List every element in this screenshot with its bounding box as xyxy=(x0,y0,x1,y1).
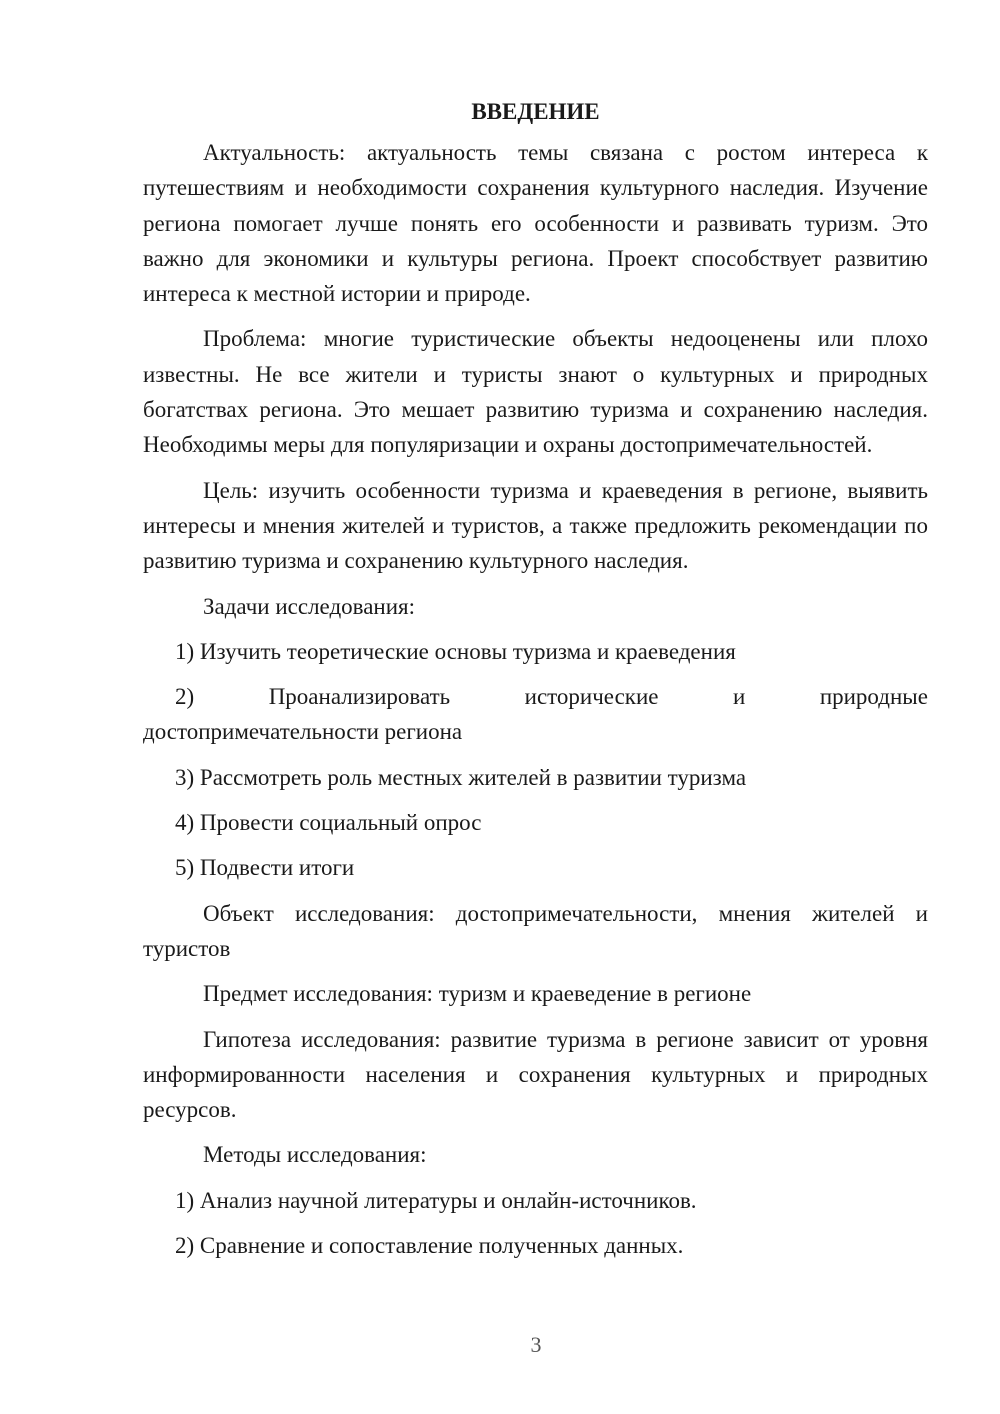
task-item-2-word-1: 2) xyxy=(175,684,195,710)
page-number: 3 xyxy=(530,1332,542,1357)
paragraph-problem: Проблема: многие туристические объекты недооценены или плохо известны. Не все жители и туристы знают о культурных и природных богатствах региона. Это мешает развитию туризма и сохранению наследия. Необходимы меры для популяризации и охраны достопримечательностей. xyxy=(143,326,928,458)
task-item-2-word-3: исторические xyxy=(524,684,659,710)
task-item-2-continuation: достопримечательности региона xyxy=(143,719,463,745)
task-item-2-word-2: Проанализировать xyxy=(268,684,451,710)
task-item-2 xyxy=(143,679,928,750)
page-title: ВВЕДЕНИЕ xyxy=(471,99,600,124)
paragraph-subject: Предмет исследования: туризм и краеведение в регионе xyxy=(203,981,752,1007)
paragraph-relevance: Актуальность: актуальность темы связана с ростом интереса к путешествиям и необходимости сохранения культурного наследия. Изучение региона помогает лучше понять его особенности и развивать туризм. Это важно для экономики и культуры региона. Проект способствует развитию интереса к местной истории и природе. xyxy=(143,140,928,307)
task-item-2-word-5: природные xyxy=(819,684,928,710)
method-item-2: 2) Сравнение и сопоставление полученных данных. xyxy=(175,1233,684,1259)
paragraph-goal: Цель: изучить особенности туризма и краеведения в регионе, выявить интересы и мнения жителей и туристов, а также предложить рекомендации по развитию туризма и сохранению культурного наследия. xyxy=(143,477,928,574)
paragraph-hypothesis: Гипотеза исследования: развитие туризма в регионе зависит от уровня информированности населения и сохранения культурных и природных ресурсов. xyxy=(143,1026,928,1123)
paragraph-methods-intro: Методы исследования: xyxy=(203,1142,427,1168)
task-item-2-text xyxy=(143,679,928,714)
task-item-5: 5) Подвести итоги xyxy=(175,855,355,881)
paragraph-tasks-intro: Задачи исследования: xyxy=(203,593,416,619)
task-item-1: 1) Изучить теоретические основы туризма и краеведения xyxy=(175,638,736,664)
task-item-4: 4) Провести социальный опрос xyxy=(175,810,482,836)
method-item-1: 1) Анализ научной литературы и онлайн-источников. xyxy=(175,1187,697,1213)
paragraph-object: Объект исследования: достопримечательности, мнения жителей и туристов xyxy=(143,900,928,961)
task-item-2-word-4: и xyxy=(732,684,746,710)
task-item-3: 3) Рассмотреть роль местных жителей в развитии туризма xyxy=(175,764,747,790)
document-body xyxy=(143,94,928,1273)
